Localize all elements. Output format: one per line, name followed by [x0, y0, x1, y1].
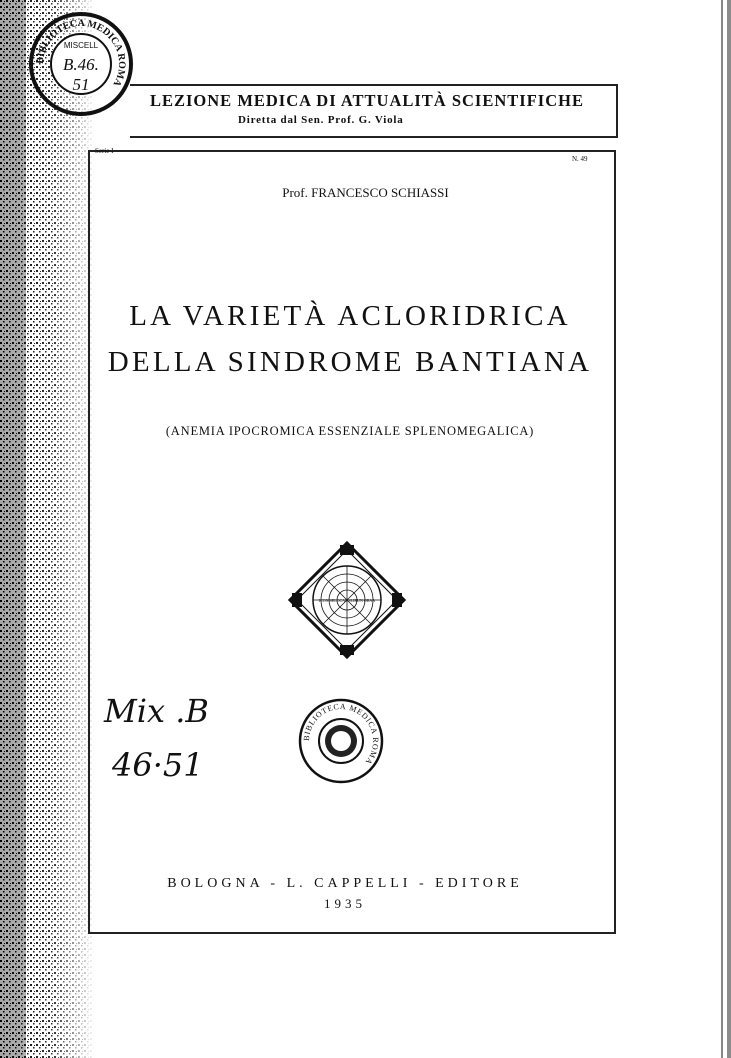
top-stamp-label: MISCELL [63, 41, 99, 50]
collection-title: LEZIONE MEDICA DI ATTUALITÀ SCIENTIFICHE [150, 91, 584, 110]
top-stamp-shelfmark-1: B.46. [63, 55, 99, 74]
title-line-1: LA VARIETÀ ACLORIDRICA [129, 300, 571, 332]
handwritten-line-2: 46·51 [112, 746, 204, 784]
library-stamp-icon [25, 8, 137, 120]
top-stamp-ring-text: BIBLIOTECA MEDICA ROMA [34, 17, 128, 89]
author-name: Prof. FRANCESCO SCHIASSI [282, 185, 449, 200]
handwriting-icon [102, 680, 212, 790]
title-line-2: DELLA SINDROME BANTIANA [107, 346, 593, 378]
publisher-imprint: BOLOGNA - L. CAPPELLI - EDITORE [167, 876, 523, 891]
scan-noise-right [713, 0, 731, 1058]
subtitle: (ANEMIA IPOCROMICA ESSENZIALE SPLENOMEGALICA) [165, 424, 535, 438]
top-stamp-shelfmark-2: 51 [72, 75, 90, 94]
volume-number: N. 49 [572, 155, 588, 163]
library-seal-icon [298, 698, 384, 784]
publisher-emblem-icon [288, 541, 406, 659]
series-label: Serie I [95, 147, 114, 155]
library-seal-ring-text: BIBLIOTECA MEDICA ROMA [301, 701, 381, 767]
publication-year: 1935 [324, 896, 366, 911]
handwritten-line-1: Mix .B [104, 692, 209, 730]
collection-director: Diretta dal Sen. Prof. G. Viola [238, 114, 404, 126]
emblem-motto: ICON SELOCAL SLIRUN OBAA [318, 598, 376, 603]
